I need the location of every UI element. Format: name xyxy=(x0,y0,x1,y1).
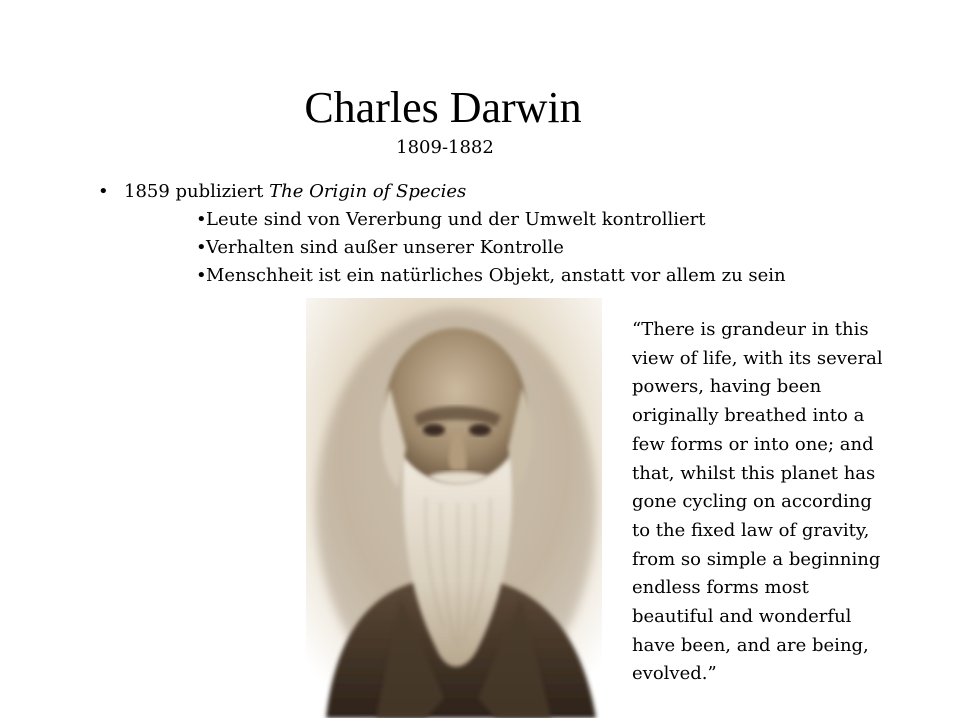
quote-line: few forms or into one; and xyxy=(632,433,874,455)
quote-line: that, whilst this planet has xyxy=(632,462,876,484)
bullet-list xyxy=(98,178,838,290)
life-years: 1809-1882 xyxy=(396,137,494,158)
sub-bullet-humanity xyxy=(196,262,836,290)
slide-title: Charles Darwin xyxy=(304,83,582,132)
quote-line: originally breathed into a xyxy=(632,405,865,427)
book-title: The Origin of Species xyxy=(269,181,467,202)
sub-bullet-text: Leute sind von Vererbung und der Umwelt kontrolliert xyxy=(206,209,706,230)
darwin-portrait xyxy=(306,298,602,718)
quote-line: powers, having been xyxy=(632,376,822,398)
bullet-origin-of-species xyxy=(98,178,838,206)
sub-bullet-marker: • xyxy=(196,209,207,230)
quote-line: view of life, with its several xyxy=(632,347,883,369)
quote-line: “There is grandeur in this xyxy=(632,319,869,340)
darwin-quote xyxy=(632,316,942,689)
sub-bullet-marker: • xyxy=(196,237,207,258)
bullet-marker: • xyxy=(98,181,109,202)
quote-line: beautiful and wonderful xyxy=(632,606,852,628)
quote-line: to the fixed law of gravity, xyxy=(632,519,870,541)
quote-line: have been, and are being, xyxy=(632,634,869,656)
quote-line: endless forms most xyxy=(632,577,809,599)
sub-bullet-text: Menschheit ist ein natürliches Objekt, anstatt vor allem zu sein xyxy=(206,265,786,286)
sub-bullet-text: Verhalten sind außer unserer Kontrolle xyxy=(206,237,564,258)
quote-line: evolved.” xyxy=(632,663,717,685)
sub-bullet-marker: • xyxy=(196,265,207,286)
sub-bullet-heredity xyxy=(196,206,836,234)
sub-bullet-behavior xyxy=(196,234,836,262)
bullet-text-prefix: 1859 publiziert xyxy=(124,181,270,202)
quote-line: from so simple a beginning xyxy=(632,548,881,570)
quote-line: gone cycling on according xyxy=(632,491,872,513)
